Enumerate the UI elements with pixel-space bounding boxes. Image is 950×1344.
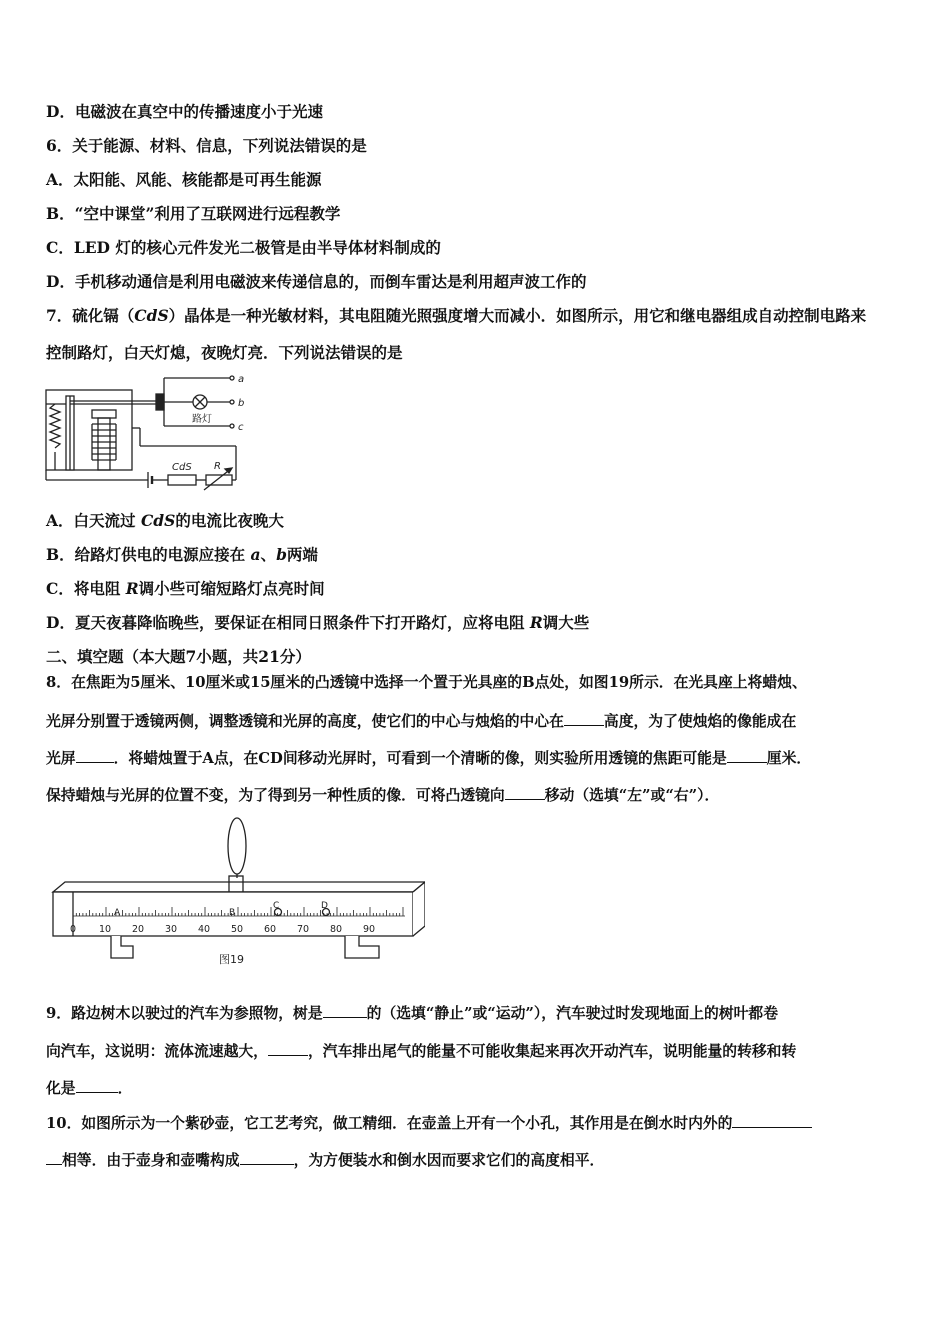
q6-option-b: B．“空中课堂”利用了互联网进行远程教学 [46,204,341,223]
q10-blank-2[interactable] [240,1148,294,1165]
q6-option-c: C．LED 灯的核心元件发光二极管是由半导体材料制成的 [46,238,441,257]
bench-foot-right [345,936,379,958]
variable-resistor-r [206,475,232,485]
q7-stem-pre: 7．硫化镉（ [46,306,135,325]
q7-option-b-a: a [250,545,261,564]
q7-option-b-post: 两端 [286,545,318,564]
q7-relay-circuit-figure [40,368,250,496]
q8-optical-bench-figure [45,816,425,974]
q10-blank-1a[interactable] [732,1111,812,1128]
coil-icon [92,424,116,460]
q7-option-b-b: b [276,545,287,564]
q8-blank-2[interactable] [76,746,114,763]
q7-option-a [46,510,904,532]
q9-line2-pre: 向汽车，这说明：流体流速越大， [46,1043,268,1060]
q8-blank-4[interactable] [505,783,545,800]
q8-line3-pre: 光屏 [46,750,76,767]
q9-line3-post: ． [117,1080,133,1097]
q10-line2 [46,1148,904,1172]
q7-option-b-pre: B．给路灯供电的电源应接在 [46,545,251,564]
q10-blank-1b[interactable] [46,1148,62,1165]
q9-line1-post: 的（选填“静止”或“运动”），汽车驶过时发现地面上的树叶都卷 [366,1005,779,1022]
q6-option-a: A．太阳能、风能、核能都是可再生能源 [46,170,322,189]
q8-line2-post: 高度，为了使烛焰的像能成在 [603,713,797,730]
spring-icon [50,404,60,448]
tick-label-30: 30 [165,924,178,935]
q8-blank-1[interactable] [564,709,604,726]
q9-line2 [46,1039,904,1063]
cds-resistor [168,475,196,485]
q8-line2 [46,709,904,733]
point-a-label: A [114,908,121,918]
q9-blank-1[interactable] [323,1001,367,1018]
relay-frame [46,390,132,470]
q10-line1 [46,1111,904,1135]
tick-label-0: 0 [70,924,77,935]
q10-line1-text: 10．如图所示为一个紫砂壶，它工艺考究，做工精细．在壶盖上开有一个小孔，其作用是在倒水时内外的 [46,1115,733,1132]
q8-blank-3[interactable] [727,746,767,763]
q9-line3-pre: 化是 [46,1080,76,1097]
q7-option-d [46,612,904,634]
q8-line4-pre: 保持蜡烛与光屏的位置不变，为了得到另一种性质的像．可将凸透镜向 [46,787,505,804]
q7-option-c [46,578,904,600]
terminal-b-label: b [238,398,245,409]
q7-option-d-r: R [529,613,543,632]
tick-label-70: 70 [297,924,310,935]
r-label: R [214,461,221,472]
q7-option-a-post: 的电流比夜晚大 [175,511,284,530]
q5-option-d: D．电磁波在真空中的传播速度小于光速 [46,102,323,121]
terminal-c-label: c [238,422,244,433]
q10-line2-post: 相等．由于壶身和壶嘴构成 [62,1152,240,1169]
q7-stem-line2: 控制路灯，白天灯熄，夜晚灯亮．下列说法错误的是 [46,343,403,362]
q9-line2-post: ，汽车排出尾气的能量不可能收集起来再次开动汽车，说明能量的转移和转 [307,1043,797,1060]
q7-stem-line1 [46,305,904,327]
q10-line2-end: ，为方便装水和倒水因而要求它们的高度相平． [293,1152,605,1169]
q8-line4 [46,783,904,807]
tick-label-40: 40 [198,924,211,935]
convex-lens-icon [228,818,246,874]
tick-label-20: 20 [132,924,145,935]
section-2-title: 二、填空题（本大题7小题，共21分） [46,647,311,666]
q7-stem-cds: CdS [134,306,169,325]
q9-blank-2[interactable] [268,1039,308,1056]
q7-option-a-pre: A．白天流过 [46,511,141,530]
q7-option-b [46,544,904,566]
q7-option-d-post: 调大些 [542,613,590,632]
tick-label-90: 90 [363,924,376,935]
tick-label-50: 50 [231,924,244,935]
q7-stem-post: ）晶体是一种光敏材料，其电阻随光照强度增大而减小．如图所示，用它和继电器组成自动控制电路来 [168,306,867,325]
tick-label-60: 60 [264,924,277,935]
tick-label-10: 10 [99,924,112,935]
lamp-label: 路灯 [192,414,212,425]
point-d-label: D [321,901,328,911]
terminal-a-label: a [238,374,245,385]
bench-foot-left [111,936,133,958]
q9-line1 [46,1001,904,1025]
q8-line4-post: 移动（选填“左”或“右”）． [544,787,720,804]
q8-line2-pre: 光屏分别置于透镜两侧，调整透镜和光屏的高度，使它们的中心与烛焰的中心在 [46,713,564,730]
q7-option-c-post: 调小些可缩短路灯点亮时间 [138,579,325,598]
q7-option-d-pre: D．夏天夜暮降临晚些，要保证在相同日照条件下打开路灯，应将电阻 [46,613,530,632]
q7-option-c-r: R [125,579,139,598]
q7-option-c-pre: C．将电阻 [46,579,126,598]
q9-line3 [46,1076,904,1100]
q8-line3 [46,746,904,770]
point-c-label: C [273,901,280,911]
q9-blank-3[interactable] [76,1076,118,1093]
q8-line3-post: 厘米． [766,750,812,767]
tick-label-80: 80 [330,924,343,935]
q8-line3-mid: ．将蜡烛置于A点，在CD间移动光屏时，可看到一个清晰的像，则实验所用透镜的焦距可能是 [113,750,727,767]
q6-stem: 6．关于能源、材料、信息，下列说法错误的是 [46,136,367,155]
point-b-label: B [229,908,236,918]
q7-option-a-cds: CdS [140,511,176,530]
cds-label: CdS [172,462,192,473]
figure-19-caption: 图19 [219,953,244,966]
q9-line1-pre: 9．路边树木以驶过的汽车为参照物，树是 [46,1005,323,1022]
q8-line1: 8．在焦距为5厘米、10厘米或15厘米的凸透镜中选择一个置于光具座的B点处，如图19所示．在光具座上将蜡烛、 [46,674,807,691]
q6-option-d: D．手机移动通信是利用电磁波来传递信息的，而倒车雷达是利用超声波工作的 [46,272,587,291]
q7-option-b-sep: 、 [260,545,277,564]
